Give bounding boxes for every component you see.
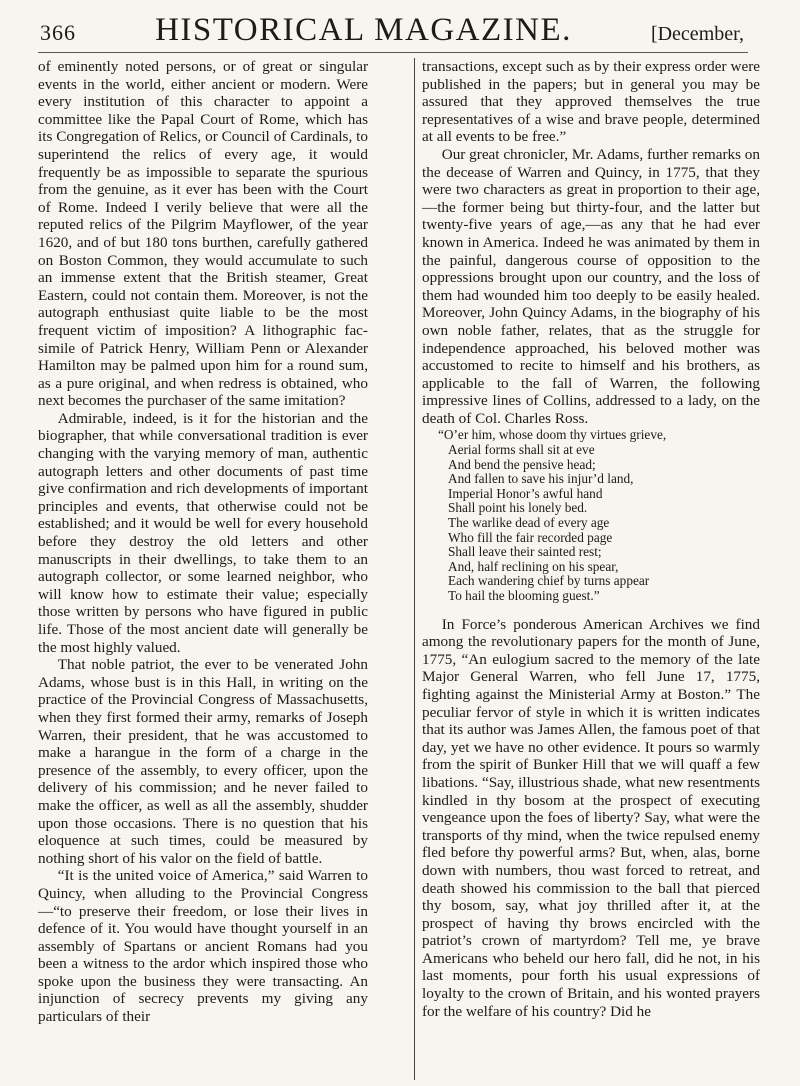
poem-line: And bend the pensive head; <box>448 456 596 472</box>
poem-line: Shall point his lonely bed. <box>448 500 588 516</box>
left-column <box>38 58 368 1026</box>
running-header <box>40 12 744 52</box>
paragraph: Admirable, indeed, is it for the historian and the biographer, that while conversational tradition is ever changing with the varying memory of man, authentic autograph letters and other documents of past time give confirmation and rich developments of important principles and events, that otherwise could not be established; and it would be well for every household before they destroy the old letters and other manuscripts in their dwellings, to take them to an autograph collector, or some learned neighbor, who will know how to estimate their value; especially those written by persons who have figured in public life. Those of the most ancient date will generally be the most highly valued. <box>38 409 368 656</box>
poem-line: And fallen to save his injur’d land, <box>448 471 634 487</box>
paragraph: transactions, except such as by their express order were published in the papers; but in general you may be assured that they approved themselves the true representatives of a wise and brave people, determined at all events to be free.” <box>422 58 760 146</box>
poem-line: Who fill the fair recorded page <box>448 529 613 545</box>
poem-quote <box>438 428 760 603</box>
column-divider <box>414 58 415 1080</box>
poem-line: “O’er him, whose doom thy virtues grieve, <box>438 427 667 443</box>
page-number: 366 <box>40 20 76 45</box>
header-rule <box>38 52 748 53</box>
paragraph: Our great chronicler, Mr. Adams, further remarks on the decease of Warren and Quincy, in 1775, that they were two characters as great in proportion to their age,—the former being but thirty-four, and the latter but twenty-five years of age,—as any that he had ever known in America. Indeed he was animated by them in the painful, dangerous course of opposition to the oppressions brought upon our country, and the loss of them had wounded him too deeply to be easily healed. Moreover, John Quincy Adams, in the biography of his own noble father, relates, that as the struggle for independence approached, his beloved mother was accustomed to recite to himself and his brothers, as applicable to the fall of Warren, the following impressive lines of Collins, addressed to a lady, on the death of Col. Charles Ross. <box>422 145 760 427</box>
poem-line: Imperial Honor’s awful hand <box>448 485 603 501</box>
poem-line: Each wandering chief by turns appear <box>448 573 650 589</box>
paragraph: of eminently noted persons, or of great or singular events in the world, either ancient or modern. Were every institution of this character to appoint a committee like the Papal Court of Rome, which has its Congregation of Relics, or Council of Cardinals, to superintend the relics of every age, it would frequently be as impossible to separate the spurious from the genuine, as it ever has been with the Court of Rome. Indeed I verily believe that were all the reputed relics of the Pilgrim Mayflower, of the year 1620, and of but 180 tons burthen, carefully gathered on Boston Common, they would accumulate to such an immense extent that the British steamer, Great Eastern, could not contain them. Moreover, is not the autograph enthusiast quite liable to be the most frequent victim of imposition? A lithographic fac-simile of Patrick Henry, William Penn or Alexander Hamilton may be palmed upon him for a round sum, as a pure original, and when redress is obtained, who next becomes the purchaser of the same imitation? <box>38 58 368 410</box>
poem-line: Shall leave their sainted rest; <box>448 544 602 560</box>
poem-line: To hail the blooming guest.” <box>448 588 600 603</box>
right-column <box>422 58 760 1020</box>
paragraph: “It is the united voice of America,” said Warren to Quincy, when alluding to the Provincial Congress—“to preserve their freedom, or lose their lives in defence of it. You would have thought yourself in an assembly of Spartans or ancient Romans had you been a witness to the ardor which inspired those who spoke upon the business they were transacting. An injunction of secrecy prevents my giving any particulars of their <box>38 867 368 1026</box>
paragraph: That noble patriot, the ever to be venerated John Adams, whose bust is in this Hall, in writing on the practice of the Provincial Congress of Massachusetts, when they first formed their army, remarks of Joseph Warren, their president, that he was accustomed to make a harangue in the form of a charge in the presence of the assembly, to every officer, upon the delivery of his commission; and he never failed to make the officer, as well as all the assembly, shudder upon those occasions. There is no question that his eloquence at such times, could be measured by nothing short of his valor on the field of battle. <box>38 656 368 867</box>
poem-line: Aerial forms shall sit at eve <box>448 442 595 458</box>
magazine-title: HISTORICAL MAGAZINE. <box>155 12 572 48</box>
poem-line: And, half reclining on his spear, <box>448 558 619 574</box>
poem-line: The warlike dead of every age <box>448 515 610 531</box>
paragraph: In Force’s ponderous American Archives we find among the revolutionary papers for the month of June, 1775, “An eulogium sacred to the memory of the late Major General Warren, who fell June 17, 1775, fighting against the Ministerial Army at Boston.” The peculiar fervor of style in which it is written indicates that its author was James Allen, the famous poet of that day, yet we have no other evidence. It pours so warmly from the spirit of Bunker Hill that we will quaff a few libations. “Say, illustrious shade, what new resentments kindled in thy bosom at the prospect of executing vengeance upon the foes of liberty? Say, what were the transports of thy mind, when the twice repulsed enemy fled before thy powerful arms? But, when, alas, borne down with numbers, thou wast forced to retreat, and death showed his commission to the ball that pierced thy bosom, say, what joy thrilled after it, at the prospect of having thy brows encircled with the patriot’s crown of martyrdom? Tell me, ye brave Americans who beheld our hero fall, did he not, in his last moments, pour forth his usual expressions of loyalty to the crown of Britain, and his wonted prayers for the welfare of his country? Did he <box>422 615 760 1020</box>
issue-month: [December, <box>650 23 744 45</box>
